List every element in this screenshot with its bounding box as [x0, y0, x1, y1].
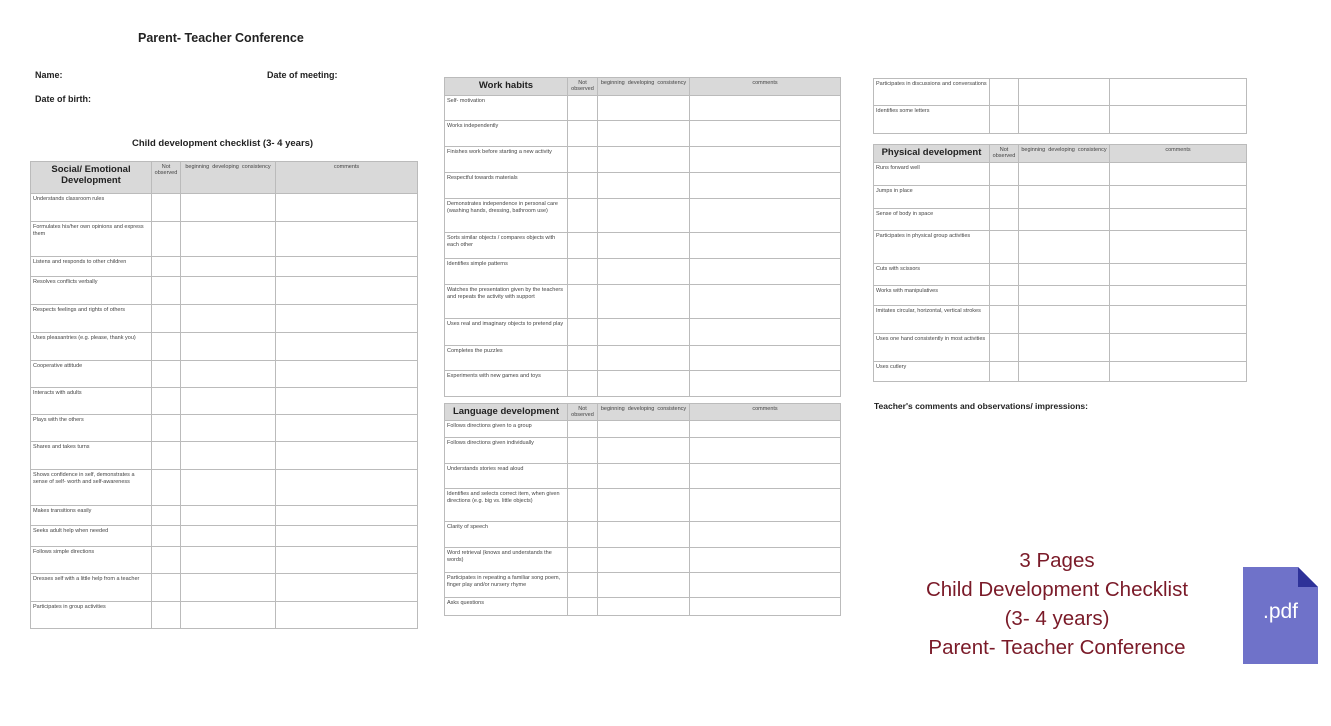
- table-row: [445, 147, 841, 173]
- progress-cell[interactable]: [181, 257, 276, 277]
- criterion-label: Uses real and imaginary objects to pretend play: [445, 319, 568, 346]
- criterion-label: Follows directions given individually: [445, 438, 568, 464]
- criterion-label: Participates in repeating a familiar song poem, finger play and/or nursery rhyme: [445, 573, 568, 598]
- not-observed-cell[interactable]: [152, 305, 181, 333]
- comments-cell[interactable]: [690, 319, 841, 346]
- not-observed-cell[interactable]: [990, 186, 1019, 209]
- col-progress: beginning developing consistency: [598, 404, 690, 421]
- progress-cell[interactable]: [1019, 79, 1110, 106]
- col-progress: beginning developing consistency: [181, 162, 276, 194]
- not-observed-cell[interactable]: [568, 121, 598, 147]
- criterion-label: Cooperative attitude: [31, 361, 152, 388]
- progress-cell[interactable]: [181, 547, 276, 574]
- col-not-observed: Not observed: [152, 162, 181, 194]
- comments-cell[interactable]: [1110, 264, 1247, 286]
- criterion-label: Uses pleasantries (e.g. please, thank you): [31, 333, 152, 361]
- comments-cell[interactable]: [690, 173, 841, 199]
- promo-pages: 3 Pages: [1019, 549, 1095, 572]
- criterion-label: Participates in discussions and conversations: [874, 79, 990, 106]
- comments-cell[interactable]: [1110, 334, 1247, 362]
- comments-cell[interactable]: [276, 194, 418, 222]
- not-observed-cell[interactable]: [990, 163, 1019, 186]
- progress-cell[interactable]: [181, 442, 276, 470]
- comments-cell[interactable]: [1110, 79, 1247, 106]
- comments-cell[interactable]: [690, 147, 841, 173]
- not-observed-cell[interactable]: [568, 96, 598, 121]
- criterion-label: Shares and takes turns: [31, 442, 152, 470]
- table-row: [31, 277, 418, 305]
- table-row: [445, 573, 841, 598]
- progress-cell[interactable]: [598, 259, 690, 285]
- not-observed-cell[interactable]: [568, 598, 598, 616]
- criterion-label: Identifies some letters: [874, 106, 990, 134]
- table-row: [445, 421, 841, 438]
- progress-cell[interactable]: [181, 277, 276, 305]
- not-observed-cell[interactable]: [152, 222, 181, 257]
- criterion-label: Imitates circular, horizontal, vertical strokes: [874, 306, 990, 334]
- progress-cell[interactable]: [1019, 264, 1110, 286]
- not-observed-cell[interactable]: [152, 574, 181, 602]
- not-observed-cell[interactable]: [568, 346, 598, 371]
- table-row: [31, 526, 418, 547]
- physical-development-table: [873, 144, 1247, 382]
- not-observed-cell[interactable]: [568, 147, 598, 173]
- comments-cell[interactable]: [690, 346, 841, 371]
- comments-cell[interactable]: [1110, 163, 1247, 186]
- col-comments: comments: [690, 78, 841, 96]
- progress-cell[interactable]: [598, 598, 690, 616]
- criterion-label: Sense of body in space: [874, 209, 990, 231]
- comments-cell[interactable]: [1110, 209, 1247, 231]
- progress-cell[interactable]: [181, 361, 276, 388]
- col-comments: comments: [690, 404, 841, 421]
- not-observed-cell[interactable]: [152, 277, 181, 305]
- progress-cell[interactable]: [1019, 231, 1110, 264]
- progress-cell[interactable]: [598, 548, 690, 573]
- language-continued-table: [873, 78, 1247, 134]
- comments-cell[interactable]: [690, 598, 841, 616]
- table-row: [31, 257, 418, 277]
- comments-cell[interactable]: [276, 277, 418, 305]
- progress-cell[interactable]: [598, 573, 690, 598]
- progress-cell[interactable]: [1019, 106, 1110, 134]
- table-row: [445, 173, 841, 199]
- progress-cell[interactable]: [598, 346, 690, 371]
- not-observed-cell[interactable]: [990, 209, 1019, 231]
- section-title: Work habits: [445, 78, 568, 96]
- comments-cell[interactable]: [690, 489, 841, 522]
- table-row: [874, 186, 1247, 209]
- criterion-label: Understands stories read aloud: [445, 464, 568, 489]
- promo-age: (3- 4 years): [1004, 607, 1110, 630]
- criterion-label: Respects feelings and rights of others: [31, 305, 152, 333]
- table-row: [445, 319, 841, 346]
- comments-cell[interactable]: [690, 96, 841, 121]
- progress-cell[interactable]: [1019, 186, 1110, 209]
- comments-cell[interactable]: [1110, 306, 1247, 334]
- criterion-label: Word retrieval (knows and understands the words): [445, 548, 568, 573]
- table-row: [445, 285, 841, 319]
- criterion-label: Follows directions given to a group: [445, 421, 568, 438]
- table-row: [445, 522, 841, 548]
- table-row: [874, 306, 1247, 334]
- not-observed-cell[interactable]: [568, 371, 598, 397]
- not-observed-cell[interactable]: [568, 421, 598, 438]
- comments-cell[interactable]: [276, 388, 418, 415]
- table-row: [874, 209, 1247, 231]
- section-title: Physical development: [874, 145, 990, 163]
- promo-title: Child Development Checklist: [925, 578, 1189, 601]
- not-observed-cell[interactable]: [152, 194, 181, 222]
- table-row: [31, 194, 418, 222]
- criterion-label: Dresses self with a little help from a teacher: [31, 574, 152, 602]
- table-row: [874, 264, 1247, 286]
- comments-cell[interactable]: [1110, 106, 1247, 134]
- not-observed-cell[interactable]: [568, 573, 598, 598]
- table-row: [31, 547, 418, 574]
- progress-cell[interactable]: [181, 602, 276, 629]
- comments-cell[interactable]: [276, 361, 418, 388]
- comments-cell[interactable]: [276, 305, 418, 333]
- not-observed-cell[interactable]: [568, 548, 598, 573]
- comments-cell[interactable]: [276, 574, 418, 602]
- criterion-label: Resolves conflicts verbally: [31, 277, 152, 305]
- not-observed-cell[interactable]: [152, 257, 181, 277]
- progress-cell[interactable]: [181, 415, 276, 442]
- table-row: [445, 346, 841, 371]
- criterion-label: Participates in group activities: [31, 602, 152, 629]
- progress-cell[interactable]: [598, 285, 690, 319]
- criterion-label: Works with manipulatives: [874, 286, 990, 306]
- table-row: [31, 415, 418, 442]
- progress-cell[interactable]: [181, 305, 276, 333]
- not-observed-cell[interactable]: [152, 333, 181, 361]
- progress-cell[interactable]: [181, 506, 276, 526]
- table-row: [445, 598, 841, 616]
- col-progress: beginning developing consistency: [598, 78, 690, 96]
- checklist-title: Child development checklist (3- 4 years): [132, 138, 314, 149]
- comments-cell[interactable]: [276, 257, 418, 277]
- comments-cell[interactable]: [276, 470, 418, 506]
- progress-cell[interactable]: [598, 199, 690, 233]
- not-observed-cell[interactable]: [990, 334, 1019, 362]
- table-row: [445, 199, 841, 233]
- not-observed-cell[interactable]: [152, 470, 181, 506]
- criterion-label: Sorts similar objects / compares objects with each other: [445, 233, 568, 259]
- table-row: [31, 222, 418, 257]
- progress-cell[interactable]: [181, 194, 276, 222]
- comments-cell[interactable]: [276, 526, 418, 547]
- promo-text: [878, 546, 1236, 662]
- comments-cell[interactable]: [276, 547, 418, 574]
- not-observed-cell[interactable]: [568, 464, 598, 489]
- comments-cell[interactable]: [690, 121, 841, 147]
- table-row: [874, 286, 1247, 306]
- table-row: [31, 506, 418, 526]
- progress-cell[interactable]: [598, 147, 690, 173]
- criterion-label: Experiments with new games and toys: [445, 371, 568, 397]
- comments-cell[interactable]: [276, 442, 418, 470]
- progress-cell[interactable]: [181, 574, 276, 602]
- table-row: [445, 464, 841, 489]
- not-observed-cell[interactable]: [152, 506, 181, 526]
- col-progress: beginning developing consistency: [1019, 145, 1110, 163]
- not-observed-cell[interactable]: [568, 489, 598, 522]
- criterion-label: Plays with the others: [31, 415, 152, 442]
- table-row: [445, 121, 841, 147]
- criterion-label: Runs forward well: [874, 163, 990, 186]
- comments-cell[interactable]: [690, 548, 841, 573]
- not-observed-cell[interactable]: [568, 199, 598, 233]
- progress-cell[interactable]: [598, 233, 690, 259]
- criterion-label: Respectful towards materials: [445, 173, 568, 199]
- work-habits-table: [444, 77, 841, 397]
- table-row: [445, 96, 841, 121]
- table-row: [874, 79, 1247, 106]
- criterion-label: Follows simple directions: [31, 547, 152, 574]
- not-observed-cell[interactable]: [152, 547, 181, 574]
- date-of-birth-label: Date of birth:: [35, 94, 91, 104]
- table-row: [874, 231, 1247, 264]
- not-observed-cell[interactable]: [990, 264, 1019, 286]
- criterion-label: Works independently: [445, 121, 568, 147]
- table-row: [445, 548, 841, 573]
- criterion-label: Watches the presentation given by the teachers and repeats the activity with support: [445, 285, 568, 319]
- progress-cell[interactable]: [181, 222, 276, 257]
- table-row: [31, 470, 418, 506]
- not-observed-cell[interactable]: [990, 286, 1019, 306]
- comments-cell[interactable]: [1110, 362, 1247, 382]
- comments-cell[interactable]: [690, 199, 841, 233]
- criterion-label: Finishes work before starting a new activity: [445, 147, 568, 173]
- criterion-label: Jumps in place: [874, 186, 990, 209]
- table-row: [874, 362, 1247, 382]
- criterion-label: Cuts with scissors: [874, 264, 990, 286]
- comments-cell[interactable]: [1110, 286, 1247, 306]
- col-comments: comments: [276, 162, 418, 194]
- criterion-label: Listens and responds to other children: [31, 257, 152, 277]
- progress-cell[interactable]: [598, 438, 690, 464]
- comments-cell[interactable]: [276, 333, 418, 361]
- table-row: [31, 361, 418, 388]
- progress-cell[interactable]: [598, 319, 690, 346]
- progress-cell[interactable]: [598, 421, 690, 438]
- section-title: Social/ Emotional Development: [31, 162, 152, 194]
- pdf-label: .pdf: [1262, 600, 1299, 623]
- not-observed-cell[interactable]: [568, 438, 598, 464]
- comments-cell[interactable]: [690, 522, 841, 548]
- not-observed-cell[interactable]: [152, 442, 181, 470]
- progress-cell[interactable]: [598, 96, 690, 121]
- criterion-label: Seeks adult help when needed: [31, 526, 152, 547]
- date-of-meeting-label: Date of meeting:: [267, 70, 338, 80]
- progress-cell[interactable]: [181, 470, 276, 506]
- comments-cell[interactable]: [690, 438, 841, 464]
- comments-cell[interactable]: [276, 222, 418, 257]
- progress-cell[interactable]: [598, 522, 690, 548]
- comments-cell[interactable]: [690, 285, 841, 319]
- progress-cell[interactable]: [598, 464, 690, 489]
- progress-cell[interactable]: [1019, 163, 1110, 186]
- table-row: [31, 305, 418, 333]
- criterion-label: Identifies and selects correct item, when given directions (e.g. big vs. little objects): [445, 489, 568, 522]
- criterion-label: Makes transitions easily: [31, 506, 152, 526]
- table-row: [874, 106, 1247, 134]
- criterion-label: Uses cutlery: [874, 362, 990, 382]
- progress-cell[interactable]: [1019, 334, 1110, 362]
- not-observed-cell[interactable]: [568, 173, 598, 199]
- not-observed-cell[interactable]: [152, 388, 181, 415]
- not-observed-cell[interactable]: [568, 319, 598, 346]
- comments-cell[interactable]: [690, 371, 841, 397]
- col-comments: comments: [1110, 145, 1247, 163]
- progress-cell[interactable]: [1019, 306, 1110, 334]
- page-title: Parent- Teacher Conference: [138, 31, 304, 45]
- criterion-label: Formulates his/her own opinions and express them: [31, 222, 152, 257]
- not-observed-cell[interactable]: [990, 79, 1019, 106]
- progress-cell[interactable]: [181, 388, 276, 415]
- progress-cell[interactable]: [1019, 209, 1110, 231]
- table-row: [445, 371, 841, 397]
- name-label: Name:: [35, 70, 63, 80]
- table-row: [874, 163, 1247, 186]
- criterion-label: Asks questions: [445, 598, 568, 616]
- table-row: [445, 259, 841, 285]
- table-row: [445, 489, 841, 522]
- not-observed-cell[interactable]: [568, 233, 598, 259]
- section-title: Language development: [445, 404, 568, 421]
- comments-cell[interactable]: [690, 233, 841, 259]
- not-observed-cell[interactable]: [990, 106, 1019, 134]
- comments-cell[interactable]: [690, 421, 841, 438]
- not-observed-cell[interactable]: [568, 285, 598, 319]
- not-observed-cell[interactable]: [568, 259, 598, 285]
- col-not-observed: Not observed: [990, 145, 1019, 163]
- progress-cell[interactable]: [598, 489, 690, 522]
- progress-cell[interactable]: [181, 526, 276, 547]
- col-not-observed: Not observed: [568, 404, 598, 421]
- language-development-table: [444, 403, 841, 616]
- comments-cell[interactable]: [276, 602, 418, 629]
- not-observed-cell[interactable]: [990, 231, 1019, 264]
- table-row: [31, 602, 418, 629]
- criterion-label: Participates in physical group activities: [874, 231, 990, 264]
- progress-cell[interactable]: [598, 173, 690, 199]
- table-row: [445, 438, 841, 464]
- comments-cell[interactable]: [276, 415, 418, 442]
- not-observed-cell[interactable]: [152, 361, 181, 388]
- not-observed-cell[interactable]: [568, 522, 598, 548]
- progress-cell[interactable]: [1019, 286, 1110, 306]
- comments-cell[interactable]: [690, 573, 841, 598]
- table-row: [31, 388, 418, 415]
- criterion-label: Identifies simple patterns: [445, 259, 568, 285]
- not-observed-cell[interactable]: [990, 306, 1019, 334]
- criterion-label: Interacts with adults: [31, 388, 152, 415]
- progress-cell[interactable]: [598, 371, 690, 397]
- not-observed-cell[interactable]: [990, 362, 1019, 382]
- not-observed-cell[interactable]: [152, 526, 181, 547]
- col-not-observed: Not observed: [568, 78, 598, 96]
- progress-cell[interactable]: [598, 121, 690, 147]
- comments-cell[interactable]: [690, 464, 841, 489]
- table-row: [874, 334, 1247, 362]
- not-observed-cell[interactable]: [152, 602, 181, 629]
- progress-cell[interactable]: [181, 333, 276, 361]
- table-row: [31, 442, 418, 470]
- promo-subtitle: Parent- Teacher Conference: [928, 636, 1186, 659]
- criterion-label: Self- motivation: [445, 96, 568, 121]
- social-emotional-table: [30, 161, 418, 629]
- criterion-label: Clarity of speech: [445, 522, 568, 548]
- table-row: [31, 574, 418, 602]
- table-row: [31, 333, 418, 361]
- not-observed-cell[interactable]: [152, 415, 181, 442]
- comments-cell[interactable]: [1110, 231, 1247, 264]
- table-row: [445, 233, 841, 259]
- criterion-label: Completes the puzzles: [445, 346, 568, 371]
- comments-cell[interactable]: [1110, 186, 1247, 209]
- criterion-label: Understands classroom rules: [31, 194, 152, 222]
- criterion-label: Demonstrates independence in personal care (washing hands, dressing, bathroom use): [445, 199, 568, 233]
- comments-cell[interactable]: [276, 506, 418, 526]
- criterion-label: Shows confidence in self, demonstrates a sense of self- worth and self-awareness: [31, 470, 152, 506]
- teacher-comments-label: Teacher's comments and observations/ impressions:: [874, 401, 1088, 411]
- progress-cell[interactable]: [1019, 362, 1110, 382]
- criterion-label: Uses one hand consistently in most activities: [874, 334, 990, 362]
- comments-cell[interactable]: [690, 259, 841, 285]
